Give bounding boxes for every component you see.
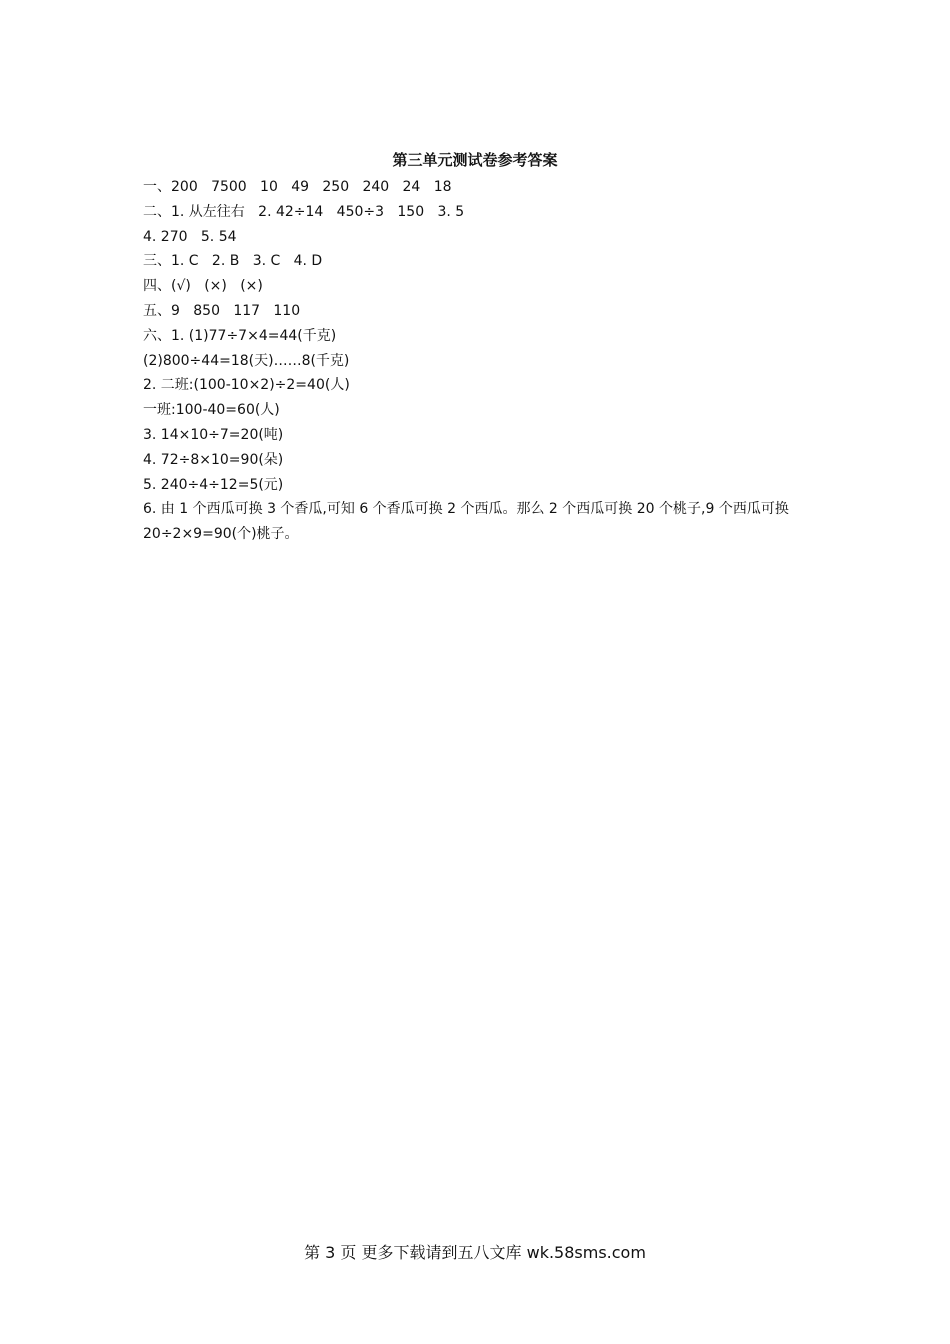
answer-line-6: 五、9 850 117 110 (143, 302, 301, 319)
answer-line-5: 四、(√) (×) (×) (143, 278, 263, 295)
answer-line-12: 4. 72÷8×10=90(朵) (143, 451, 284, 468)
page-footer: 第 3 页 更多下载请到五八文库 wk.58sms.com (304, 1243, 646, 1262)
answer-line-3: 4. 270 5. 54 (143, 228, 237, 245)
answer-line-2: 二、1. 从左往右 2. 42÷14 450÷3 150 3. 5 (143, 203, 465, 220)
answer-line-7: 六、1. (1)77÷7×4=44(千克) (143, 327, 337, 344)
document-title: 第三单元测试卷参考答案 (392, 151, 558, 169)
answer-line-10: 一班:100-40=60(人) (143, 402, 280, 419)
answer-list (143, 175, 843, 547)
answer-line-8: (2)800÷44=18(天)……8(千克) (143, 352, 350, 369)
answer-line-15: 20÷2×9=90(个)桃子。 (143, 526, 299, 543)
answer-line-14: 6. 由 1 个西瓜可换 3 个香瓜,可知 6 个香瓜可换 2 个西瓜。那么 2 个西瓜可换 20 个桃子,9 个西瓜可换 (143, 501, 789, 518)
answer-line-1: 一、200 7500 10 49 250 240 24 18 (143, 179, 452, 195)
answer-line-13: 5. 240÷4÷12=5(元) (143, 476, 284, 493)
answer-line-11: 3. 14×10÷7=20(吨) (143, 426, 284, 443)
answer-line-4: 三、1. C 2. B 3. C 4. D (143, 253, 323, 270)
answer-line-9: 2. 二班:(100-10×2)÷2=40(人) (143, 377, 350, 394)
